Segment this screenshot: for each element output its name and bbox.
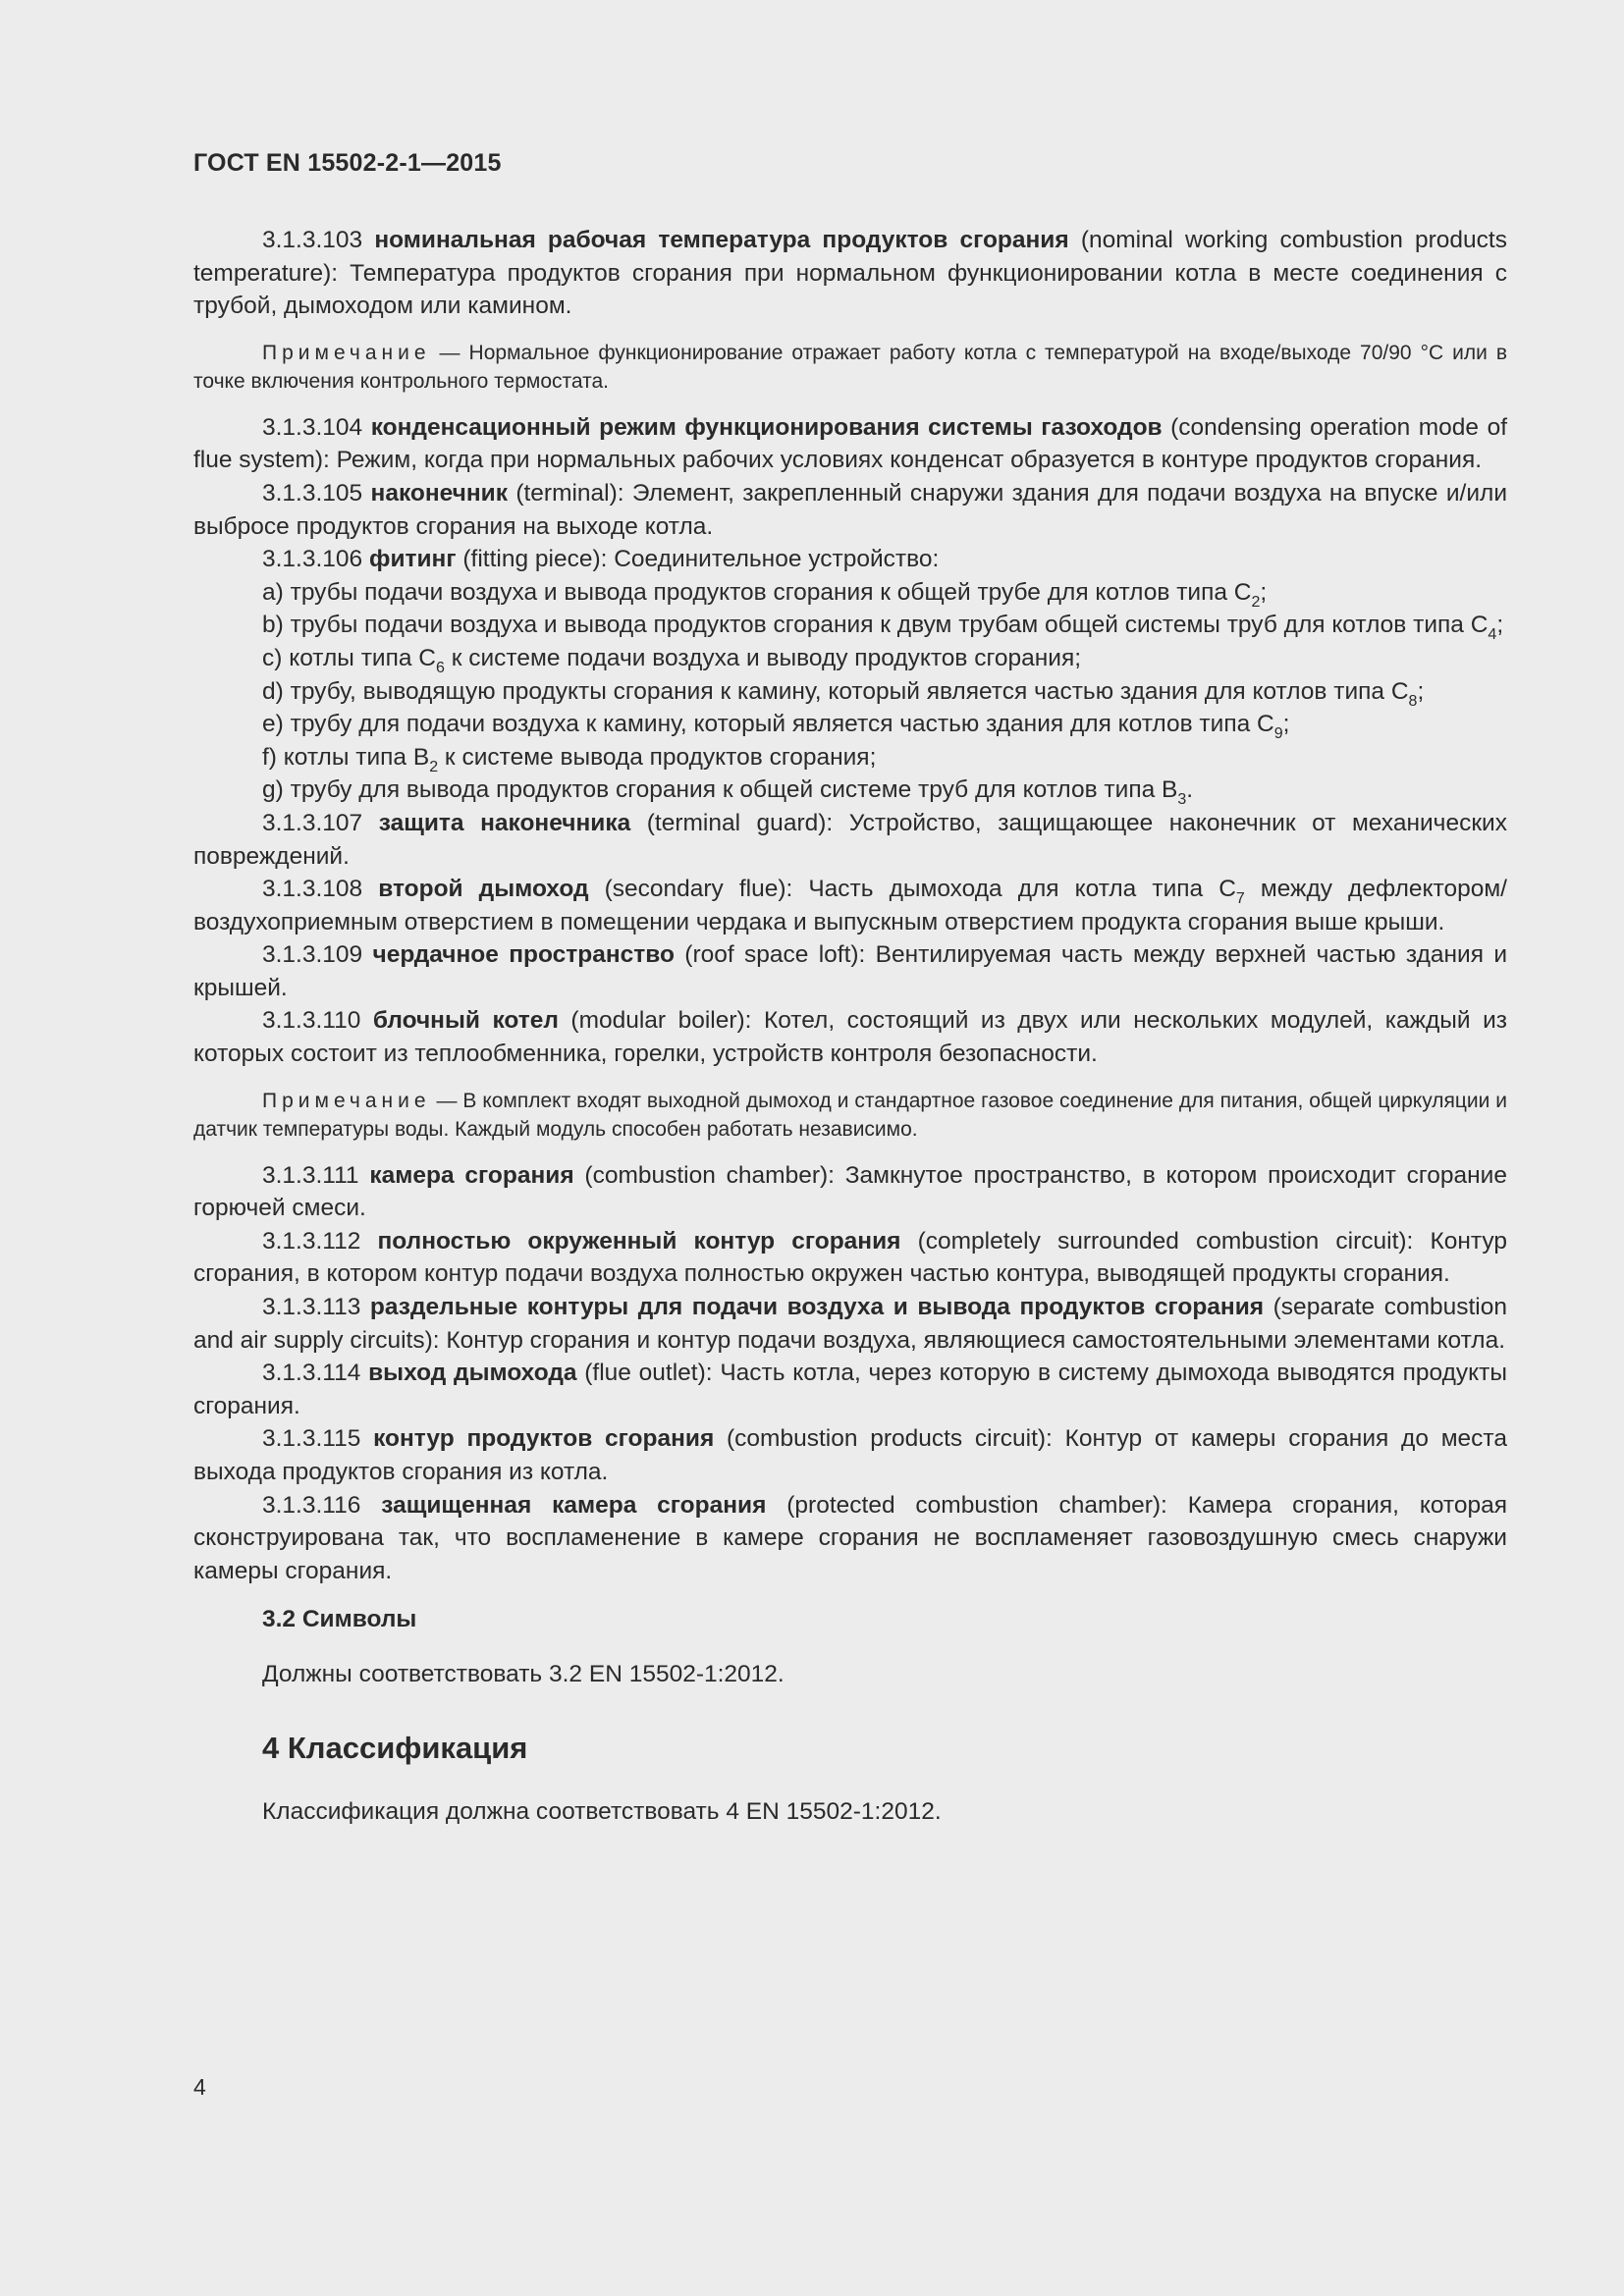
- clause-number: 3.1.3.103: [262, 227, 363, 253]
- definition-text: (combustion chamber): Замкнутое пространство, в котором происходит сгорание горючей смеси.: [193, 1161, 1507, 1222]
- item-text: c) котлы типа С: [262, 644, 436, 671]
- subscript: 9: [1273, 725, 1283, 743]
- subscript: 2: [1251, 593, 1261, 611]
- page-header-standard: ГОСТ EN 15502-2-1—2015: [193, 149, 502, 177]
- item-text-end: ;: [1282, 711, 1290, 738]
- definition-text: (modular boiler): Котел, состоящий из двух или нескольких модулей, каждый из которых состоит из теплообменника, горелки, устройств контроля безопасности.: [193, 1007, 1507, 1068]
- subscript: 8: [1408, 692, 1418, 710]
- term: защита наконечника: [378, 809, 631, 836]
- clause-number: 3.1.3.107: [262, 809, 363, 836]
- clause-number: 3.1.3.114: [262, 1360, 361, 1387]
- section-heading-4: 4 Классификация: [262, 1730, 528, 1765]
- fitting-list: [193, 576, 1507, 807]
- subscript: 7: [1235, 890, 1245, 908]
- definition-text: (nominal working combustion products temperature): Температура продуктов сгорания при нормальном функционировании котла в месте соединения с трубой, дымоходом или камином.: [193, 227, 1507, 320]
- item-text-end: ;: [1260, 578, 1268, 606]
- term: наконечник: [370, 479, 509, 507]
- clause-number: 3.1.3.109: [262, 941, 363, 969]
- definition-3-1-3-112: [193, 1225, 1507, 1291]
- term: камера сгорания: [369, 1161, 574, 1189]
- definition-text: (completely surrounded combustion circuit): Контур сгорания, в котором контур подачи воздуха полностью окружен частью контура, выводящей продукты сгорания.: [193, 1227, 1507, 1288]
- item-text-end: ;: [1417, 677, 1425, 705]
- clause-number: 3.1.3.108: [262, 876, 363, 903]
- definition-text: (separate combustion and air supply circuits): Контур сгорания и контур подачи воздуха, являющиеся самостоятельными элементами котла.: [193, 1294, 1508, 1354]
- item-text-end: к системе подачи воздуха и выводу продуктов сгорания;: [444, 644, 1082, 671]
- subscript: 6: [436, 659, 445, 676]
- item-text: d) трубу, выводящую продукты сгорания к камину, который является частью здания для котлов типа С: [262, 677, 1409, 705]
- subscript: 3: [1177, 791, 1187, 809]
- definition-text: (condensing operation mode of flue system): Режим, когда при нормальных рабочих условиях конденсат образуется в контуре продуктов сгорания.: [193, 413, 1507, 474]
- item-text: f) котлы типа В: [262, 743, 430, 771]
- definition-text: (fitting piece): Соединительное устройство:: [456, 546, 940, 573]
- clause-number: 3.1.3.111: [262, 1161, 359, 1189]
- definition-3-1-3-114: [193, 1357, 1507, 1422]
- term: выход дымохода: [368, 1360, 577, 1387]
- section-3-2-text: Должны соответствовать 3.2 EN 15502-1:2012.: [262, 1660, 785, 1687]
- term: чердачное пространство: [372, 941, 675, 969]
- item-text-end: .: [1186, 776, 1194, 804]
- clause-number: 3.1.3.105: [262, 479, 363, 507]
- clause-number: 3.1.3.112: [262, 1227, 361, 1255]
- definition-text: (flue outlet): Часть котла, через которую в систему дымохода выводятся продукты сгорания.: [193, 1360, 1508, 1419]
- list-item-c: [193, 642, 1507, 675]
- clause-number: 3.1.3.110: [262, 1007, 361, 1035]
- definition-3-1-3-105: [193, 477, 1507, 543]
- note-text: — В комплект входят выходной дымоход и стандартное газовое соединение для питания, общей циркуляции и датчик температуры воды. Каждый модуль способен работать независимо.: [193, 1089, 1507, 1141]
- term: контур продуктов сгорания: [373, 1425, 715, 1453]
- list-item-b: [193, 609, 1507, 642]
- item-text: g) трубу для вывода продуктов сгорания к общей системе труб для котлов типа В: [262, 776, 1178, 804]
- term: второй дымоход: [378, 876, 589, 903]
- definition-text: (terminal): Элемент, закрепленный снаружи здания для подачи воздуха на впуске и/или выбросе продуктов сгорания на выходе котла.: [193, 479, 1508, 540]
- clause-number: 3.1.3.113: [262, 1294, 361, 1321]
- page-content: [193, 224, 1507, 1828]
- term: полностью окруженный контур сгорания: [377, 1227, 901, 1255]
- subscript: 4: [1488, 626, 1497, 644]
- clause-number: 3.1.3.104: [262, 413, 363, 441]
- definition-3-1-3-107: [193, 807, 1507, 873]
- item-text-end: к системе вывода продуктов сгорания;: [438, 743, 877, 771]
- item-text: b) трубы подачи воздуха и вывода продуктов сгорания к двум трубам общей системы труб для котлов типа С: [262, 612, 1489, 639]
- note-text: — Нормальное функционирование отражает работу котла с температурой на входе/выходе 70/90 °С или в точке включения контрольного термостата.: [193, 341, 1507, 393]
- definition-3-1-3-110: [193, 1004, 1507, 1070]
- clause-number: 3.1.3.115: [262, 1425, 361, 1453]
- subscript: 2: [429, 758, 439, 775]
- section-heading-3-2: 3.2 Символы: [262, 1606, 417, 1633]
- definition-3-1-3-106: [193, 543, 1507, 576]
- definition-text: (terminal guard): Устройство, защищающее наконечник от механических повреждений.: [193, 809, 1507, 870]
- note-label: Примечание: [262, 1089, 431, 1112]
- term: раздельные контуры для подачи воздуха и вывода продуктов сгорания: [369, 1294, 1265, 1321]
- note-1: [193, 339, 1507, 396]
- item-text: e) трубу для подачи воздуха к камину, который является частью здания для котлов типа С: [262, 711, 1274, 738]
- list-item-d: [193, 675, 1507, 709]
- definition-3-1-3-108: [193, 873, 1507, 938]
- clause-number: 3.1.3.116: [262, 1491, 361, 1519]
- term: номинальная рабочая температура продуктов сгорания: [374, 227, 1069, 253]
- list-item-a: [193, 576, 1507, 610]
- item-text: a) трубы подачи воздуха и вывода продуктов сгорания к общей трубе для котлов типа С: [262, 578, 1252, 606]
- term: фитинг: [369, 546, 457, 573]
- definition-text: (combustion products circuit): Контур от камеры сгорания до места выхода продуктов сгорания из котла.: [193, 1425, 1507, 1485]
- definition-3-1-3-111: [193, 1159, 1507, 1225]
- list-item-f: [193, 741, 1507, 774]
- definition-text: (roof space loft): Вентилируемая часть между верхней частью здания и крышей.: [193, 941, 1508, 1001]
- term: конденсационный режим функционирования системы газоходов: [370, 413, 1163, 441]
- note-label: Примечание: [262, 341, 431, 364]
- definition-3-1-3-115: [193, 1422, 1507, 1488]
- clause-number: 3.1.3.106: [262, 546, 363, 573]
- term: блочный котел: [372, 1007, 559, 1035]
- term: защищенная камера сгорания: [381, 1491, 767, 1519]
- definition-3-1-3-103: [193, 224, 1507, 323]
- item-text-end: ;: [1496, 612, 1504, 639]
- section-4-text: Классификация должна соответствовать 4 EN 15502-1:2012.: [262, 1797, 942, 1825]
- definition-3-1-3-109: [193, 938, 1507, 1004]
- page-number: 4: [193, 2074, 206, 2100]
- definition-text: (secondary flue): Часть дымохода для котла типа С: [588, 876, 1236, 903]
- definition-3-1-3-104: [193, 411, 1507, 477]
- list-item-g: [193, 774, 1507, 807]
- list-item-e: [193, 708, 1507, 741]
- definition-3-1-3-113: [193, 1291, 1507, 1357]
- definition-3-1-3-116: [193, 1489, 1507, 1588]
- definition-text-end: между дефлектором/воздухоприемным отверстием в помещении чердака и выпускным отверстием продукта сгорания выше крыши.: [193, 876, 1507, 935]
- definition-text: (protected combustion chamber): Камера сгорания, которая сконструирована так, что воспламенение в камере сгорания не воспламеняет газовоздушную смесь снаружи камеры сгорания.: [193, 1491, 1507, 1584]
- note-2: [193, 1087, 1507, 1144]
